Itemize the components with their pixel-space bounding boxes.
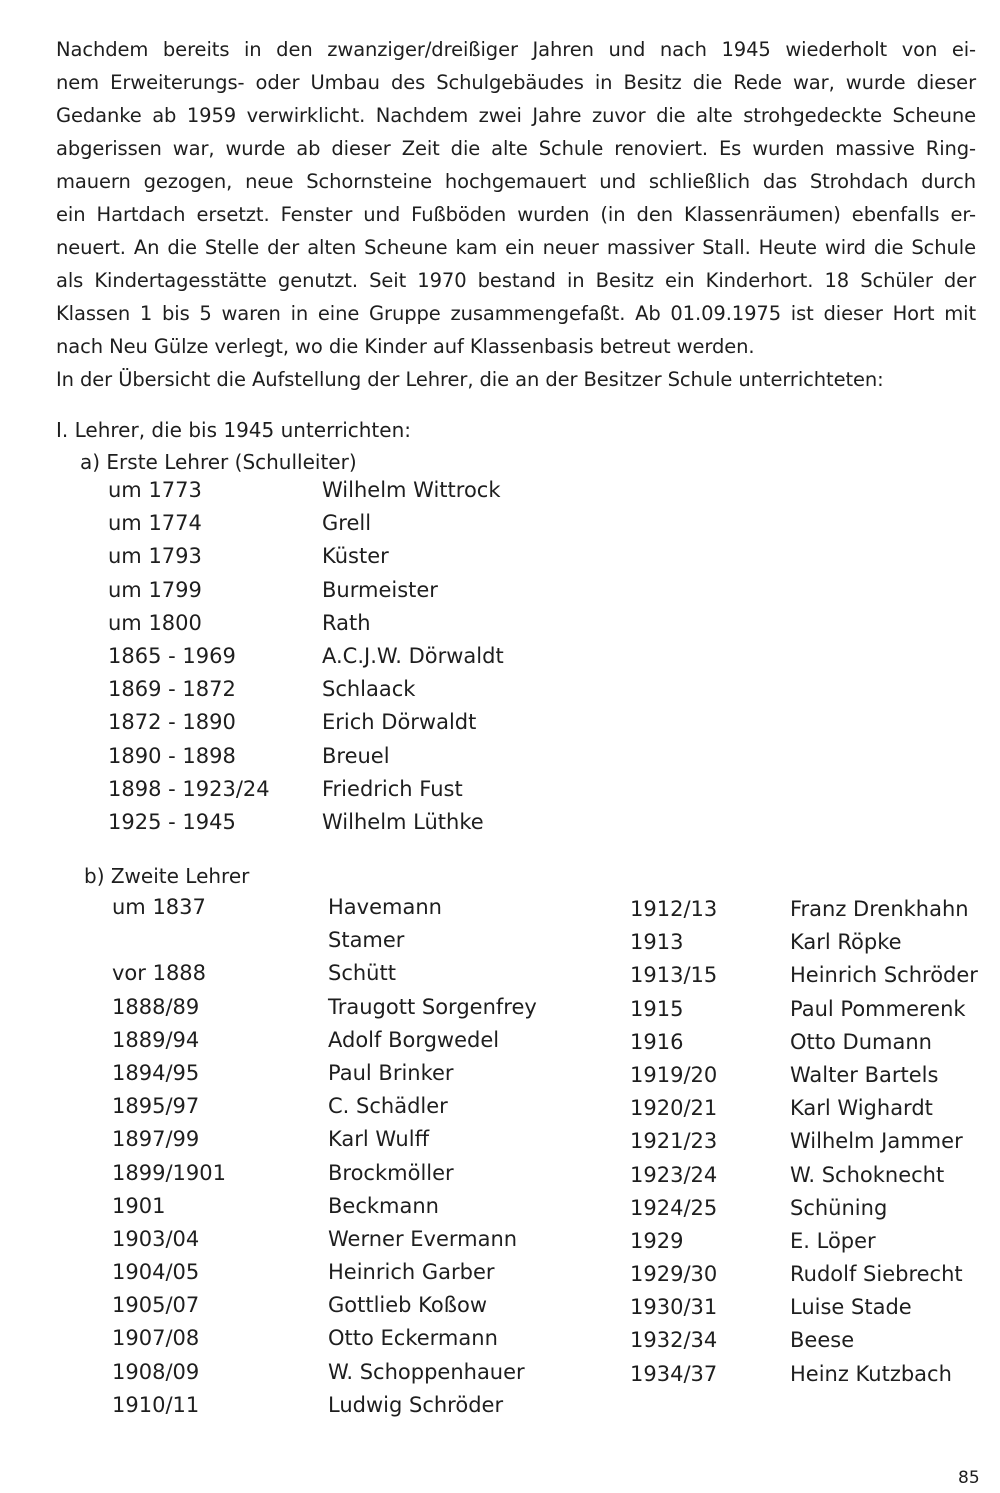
intro-line: nem Erweiterungs- oder Umbau des Schulgebäudes in Besitz die Rede war, wurde dieser (56, 71, 976, 94)
teacher-name: Wilhelm Wittrock (322, 478, 501, 502)
teacher-year: vor 1888 (112, 961, 207, 986)
teacher-year: um 1800 (108, 610, 202, 635)
intro-line: In der Übersicht die Aufstellung der Lehrer, die an der Besitzer Schule unterrichteten: (56, 368, 884, 391)
teacher-year: 1888/89 (112, 994, 200, 1019)
teacher-name: Grell (322, 511, 372, 536)
teacher-name: Schütt (328, 961, 396, 986)
intro-line: abgerissen war, wurde ab dieser Zeit die alte Schule renoviert. Es wurden massive Ring- (56, 137, 976, 160)
teacher-name: Gottlieb Koßow (328, 1293, 488, 1318)
teacher-name: Brockmöller (328, 1160, 454, 1185)
intro-paragraph (56, 33, 976, 396)
teacher-year: um 1799 (108, 577, 202, 602)
teacher-name: Schüning (790, 1195, 888, 1220)
teacher-name: Karl Wulff (328, 1127, 430, 1152)
teacher-name: Friedrich Fust (322, 776, 463, 801)
teacher-name: Rudolf Siebrecht (790, 1262, 963, 1287)
teacher-name: Ludwig Schröder (328, 1392, 504, 1417)
teacher-year: 1890 - 1898 (108, 743, 236, 768)
teacher-year: 1908/09 (112, 1359, 200, 1384)
teacher-year: 1930/31 (630, 1295, 718, 1320)
teacher-name: Burmeister (322, 577, 438, 602)
teacher-year: 1923/24 (630, 1162, 718, 1187)
teacher-year: 1929 (630, 1228, 684, 1253)
teacher-name: Adolf Borgwedel (328, 1027, 500, 1052)
teacher-name: C. Schädler (328, 1094, 448, 1119)
teacher-name: Erich Dörwaldt (322, 710, 477, 735)
teacher-name: Traugott Sorgenfrey (328, 994, 537, 1019)
teacher-year: 1932/34 (630, 1328, 718, 1353)
teacher-year: um 1837 (112, 895, 206, 919)
teacher-name: Walter Bartels (790, 1062, 939, 1087)
teacher-name: W. Schoppenhauer (328, 1359, 525, 1384)
teacher-name: Wilhelm Lüthke (322, 809, 484, 834)
teacher-year: 1899/1901 (112, 1160, 226, 1185)
intro-line: nach Neu Gülze verlegt, wo die Kinder auf Klassenbasis betreut werden. (56, 335, 755, 358)
teacher-name: Küster (322, 544, 389, 569)
teacher-year: 1921/23 (630, 1129, 718, 1154)
teacher-name: Paul Pommerenk (790, 996, 966, 1021)
intro-line: als Kindertagesstätte genutzt. Seit 1970 bestand in Besitz ein Kinderhort. 18 Schüler der (56, 269, 976, 292)
teacher-year: 1920/21 (630, 1096, 718, 1121)
teacher-name: Heinrich Schröder (790, 963, 978, 988)
teacher-year: um 1774 (108, 511, 202, 536)
teacher-name: Franz Drenkhahn (790, 897, 969, 921)
teacher-year: um 1773 (108, 478, 202, 502)
teacher-name: Beese (790, 1328, 855, 1353)
page-number: 85 (958, 1468, 980, 1488)
teacher-name: Otto Eckermann (328, 1326, 498, 1351)
intro-line: ein Hartdach ersetzt. Fenster und Fußböden wurden (in den Klassenräumen) ebenfalls er- (56, 203, 976, 226)
teacher-year: 1912/13 (630, 897, 718, 921)
teacher-year: 1872 - 1890 (108, 710, 236, 735)
teacher-name: Otto Dumann (790, 1029, 932, 1054)
teacher-name: Karl Wighardt (790, 1096, 933, 1121)
teacher-name: Stamer (328, 928, 405, 953)
teacher-year: 1894/95 (112, 1060, 200, 1085)
teacher-year: 1898 - 1923/24 (108, 776, 270, 801)
teacher-name: Heinrich Garber (328, 1260, 495, 1285)
teacher-year: um 1793 (108, 544, 202, 569)
intro-line: Klassen 1 bis 5 waren in eine Gruppe zusammengefaßt. Ab 01.09.1975 ist dieser Hort mit (56, 302, 976, 325)
teacher-year: 1934/37 (630, 1361, 718, 1386)
teacher-year: 1924/25 (630, 1195, 718, 1220)
teacher-name: Wilhelm Jammer (790, 1129, 963, 1154)
teacher-name: Beckmann (328, 1193, 439, 1218)
first-teachers-heading: a) Erste Lehrer (Schulleiter) (80, 450, 357, 474)
intro-line: Gedanke ab 1959 verwirklicht. Nachdem zwei Jahre zuvor die alte strohgedeckte Scheune (56, 104, 976, 127)
intro-line: Nachdem bereits in den zwanziger/dreißiger Jahren und nach 1945 wiederholt von ei- (56, 38, 976, 61)
teacher-name: Karl Röpke (790, 930, 902, 955)
intro-line: mauern gezogen, neue Schornsteine hochgemauert und schließlich das Strohdach durch (56, 170, 976, 193)
teacher-name: A.C.J.W. Dörwaldt (322, 643, 504, 668)
teacher-name: Rath (322, 610, 371, 635)
teacher-year: 1905/07 (112, 1293, 200, 1318)
teacher-year: 1901 (112, 1193, 166, 1218)
teacher-year: 1929/30 (630, 1262, 718, 1287)
teacher-year: 1915 (630, 996, 684, 1021)
teacher-year: 1869 - 1872 (108, 677, 236, 702)
teacher-year: 1913/15 (630, 963, 718, 988)
teacher-year: 1913 (630, 930, 684, 955)
teacher-year: 1907/08 (112, 1326, 200, 1351)
teacher-year: 1904/05 (112, 1260, 200, 1285)
teacher-name: Breuel (322, 743, 390, 768)
teacher-name: Heinz Kutzbach (790, 1361, 952, 1386)
teacher-name: Luise Stade (790, 1295, 912, 1320)
teacher-name: Paul Brinker (328, 1060, 454, 1085)
teacher-name: Werner Evermann (328, 1226, 518, 1251)
teacher-year: 1897/99 (112, 1127, 200, 1152)
teacher-year: 1925 - 1945 (108, 809, 236, 834)
section-heading: I. Lehrer, die bis 1945 unterrichten: (56, 418, 411, 442)
teacher-name: W. Schoknecht (790, 1162, 945, 1187)
second-teachers-heading: b) Zweite Lehrer (84, 864, 250, 888)
teacher-name: Havemann (328, 895, 442, 919)
teacher-year: 1910/11 (112, 1392, 200, 1417)
teacher-year: 1895/97 (112, 1094, 200, 1119)
teacher-year: 1865 - 1969 (108, 643, 236, 668)
teacher-year: 1916 (630, 1029, 684, 1054)
teacher-year: 1919/20 (630, 1062, 718, 1087)
teacher-name: E. Löper (790, 1228, 876, 1253)
teacher-year: 1903/04 (112, 1226, 200, 1251)
teacher-name: Schlaack (322, 677, 416, 702)
teacher-year: 1889/94 (112, 1027, 200, 1052)
intro-line: neuert. An die Stelle der alten Scheune kam ein neuer massiver Stall. Heute wird die Schule (56, 236, 976, 259)
